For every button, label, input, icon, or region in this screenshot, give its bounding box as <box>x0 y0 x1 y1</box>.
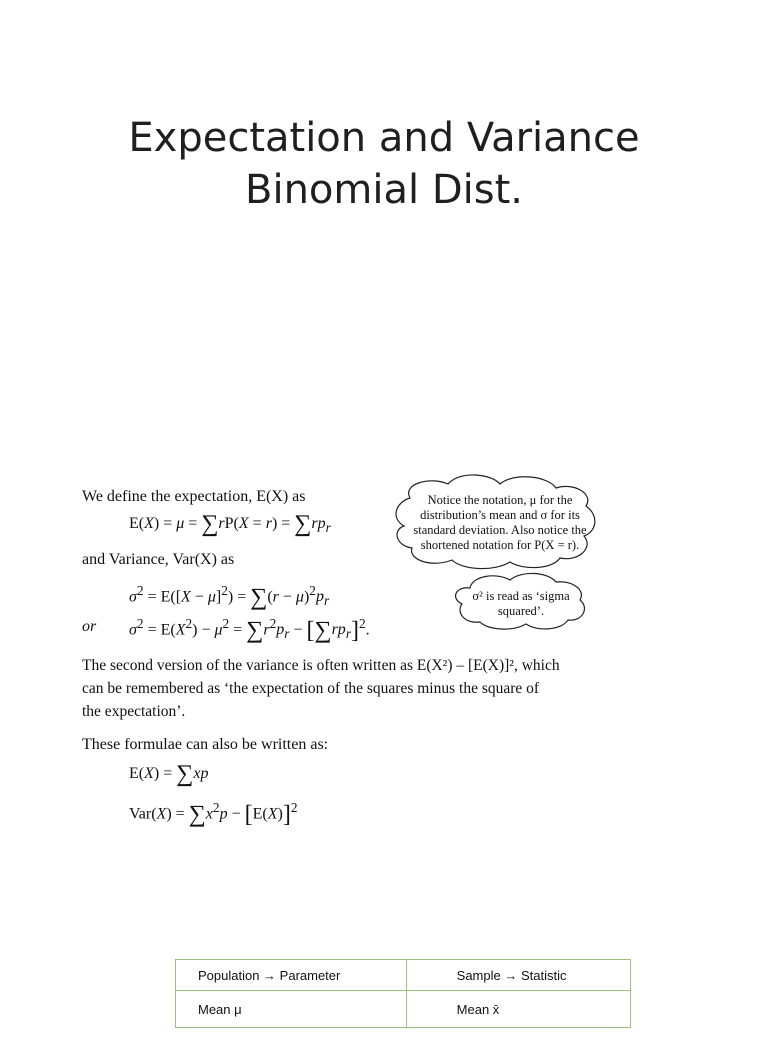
variance-formula-2: $\sigma^2 = E(X^2) - \mu^2 = \sum r^2p_r - [\sum rp_r]^2$. <box>129 616 370 644</box>
notation-line-2: distribution’s mean and σ for its <box>420 508 580 522</box>
table-header-row <box>176 960 631 991</box>
formulae-intro: These formulae can also be written as: <box>82 736 329 753</box>
paragraph-line-3: the expectation’. <box>82 703 186 720</box>
sigma-line-2: squared’. <box>497 604 545 618</box>
parameter-statistic-table <box>175 959 631 1039</box>
table-row <box>176 991 631 1028</box>
notation-line-3: standard deviation. Also notice the <box>413 523 587 537</box>
variance-intro: and Variance, Var(X) as <box>82 551 235 568</box>
sigma-callout <box>456 589 586 619</box>
formula-variance: $Var(X) = \sum x^2p - [E(X)]^2$ <box>129 800 298 828</box>
header-population: Population → Parameter <box>176 960 407 991</box>
formula-expectation: E(X) = ∑xp <box>129 761 209 787</box>
expectation-intro: We define the expectation, E(X) as <box>82 488 306 505</box>
paragraph-line-2: can be remembered as ‘the expectation of the squares minus the square of <box>82 680 540 697</box>
or-label: or <box>82 618 97 635</box>
variance-formula-1: $\sigma^2 = E([X - \mu]^2) = \sum(r - \mu)^2p_r$ <box>129 583 330 611</box>
sigma-line-1: σ² is read as ‘sigma <box>472 589 570 603</box>
cell-mean-sample: Mean x̄ <box>406 991 630 1028</box>
header-sample: Sample → Statistic <box>406 960 630 991</box>
paragraph-line-1: The second version of the variance is often written as E(X²) – [E(X)]², which <box>82 657 560 674</box>
expectation-formula: $E(X) = \mu = \sum rP(X = r) = \sum rp_r$ <box>129 511 331 537</box>
cell-mean-population: Mean μ <box>176 991 407 1028</box>
title-line-2: Binomial Dist. <box>245 167 523 213</box>
notation-callout <box>400 493 600 553</box>
notation-line-1: Notice the notation, μ for the <box>427 493 573 507</box>
notation-line-4: shortened notation for P(X = r). <box>420 538 580 552</box>
title-line-1: Expectation and Variance <box>128 115 640 161</box>
